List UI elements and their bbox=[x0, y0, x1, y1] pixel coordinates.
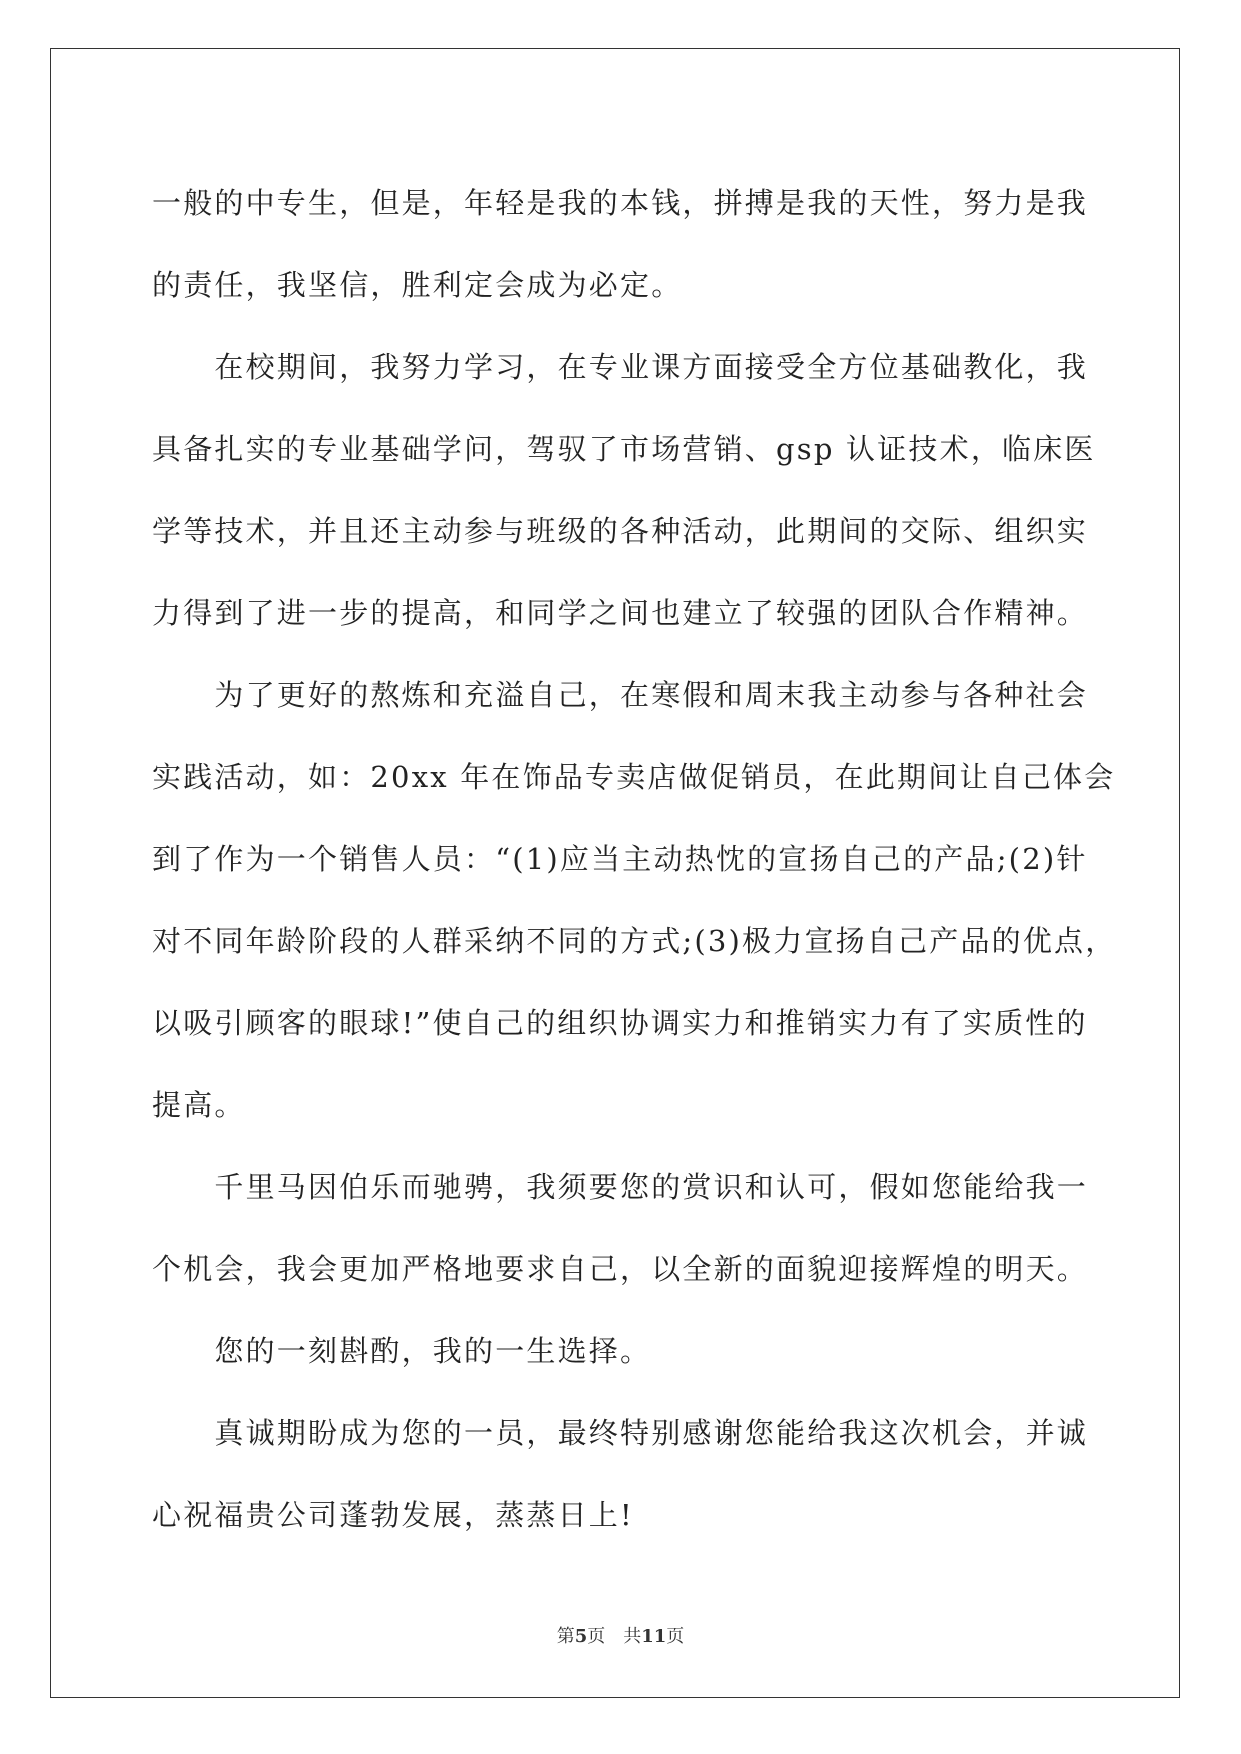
text-line: 对不同年龄阶段的人群采纳不同的方式;(3)极力宣扬自己产品的优点， bbox=[152, 924, 1117, 958]
text-line: 到了作为一个销售人员：“(1)应当主动热忱的宣扬自己的产品;(2)针 bbox=[152, 842, 1088, 876]
page-number-footer bbox=[0, 1622, 1241, 1648]
text-line: 您的一刻斟酌，我的一生选择。 bbox=[152, 1334, 652, 1368]
text-line: 一般的中专生，但是，年轻是我的本钱，拼搏是我的天性，努力是我 bbox=[152, 186, 1089, 220]
text-line: 的责任，我坚信，胜利定会成为必定。 bbox=[152, 268, 683, 302]
text-line: 心祝福贵公司蓬勃发展，蒸蒸日上! bbox=[152, 1498, 634, 1532]
text-line: 提高。 bbox=[152, 1088, 246, 1122]
document-body bbox=[152, 162, 1117, 1556]
page-prefix: 第 bbox=[556, 1626, 575, 1647]
text-line: 个机会，我会更加严格地要求自己，以全新的面貌迎接辉煌的明天。 bbox=[152, 1252, 1089, 1286]
text-line: 为了更好的熬炼和充溢自己，在寒假和周末我主动参与各种社会 bbox=[152, 678, 1089, 712]
current-page-number: 5 bbox=[574, 1626, 588, 1647]
text-line: 真诚期盼成为您的一员，最终特别感谢您能给我这次机会，并诚 bbox=[152, 1416, 1089, 1450]
text-line: 在校期间，我努力学习，在专业课方面接受全方位基础教化，我 bbox=[152, 350, 1089, 384]
text-line: 具备扎实的专业基础学问，驾驭了市场营销、gsp 认证技术，临床医 bbox=[152, 432, 1096, 466]
page-suffix: 页 bbox=[666, 1626, 685, 1647]
page-mid: 页 共 bbox=[587, 1626, 642, 1647]
text-line: 千里马因伯乐而驰骋，我须要您的赏识和认可，假如您能给我一 bbox=[152, 1170, 1089, 1204]
total-page-number: 11 bbox=[641, 1626, 667, 1647]
text-line: 以吸引顾客的眼球!”使自己的组织协调实力和推销实力有了实质性的 bbox=[152, 1006, 1088, 1040]
text-line: 实践活动，如：20xx 年在饰品专卖店做促销员，在此期间让自己体会 bbox=[152, 760, 1116, 794]
text-line: 力得到了进一步的提高，和同学之间也建立了较强的团队合作精神。 bbox=[152, 596, 1089, 630]
text-line: 学等技术，并且还主动参与班级的各种活动，此期间的交际、组织实 bbox=[152, 514, 1089, 548]
